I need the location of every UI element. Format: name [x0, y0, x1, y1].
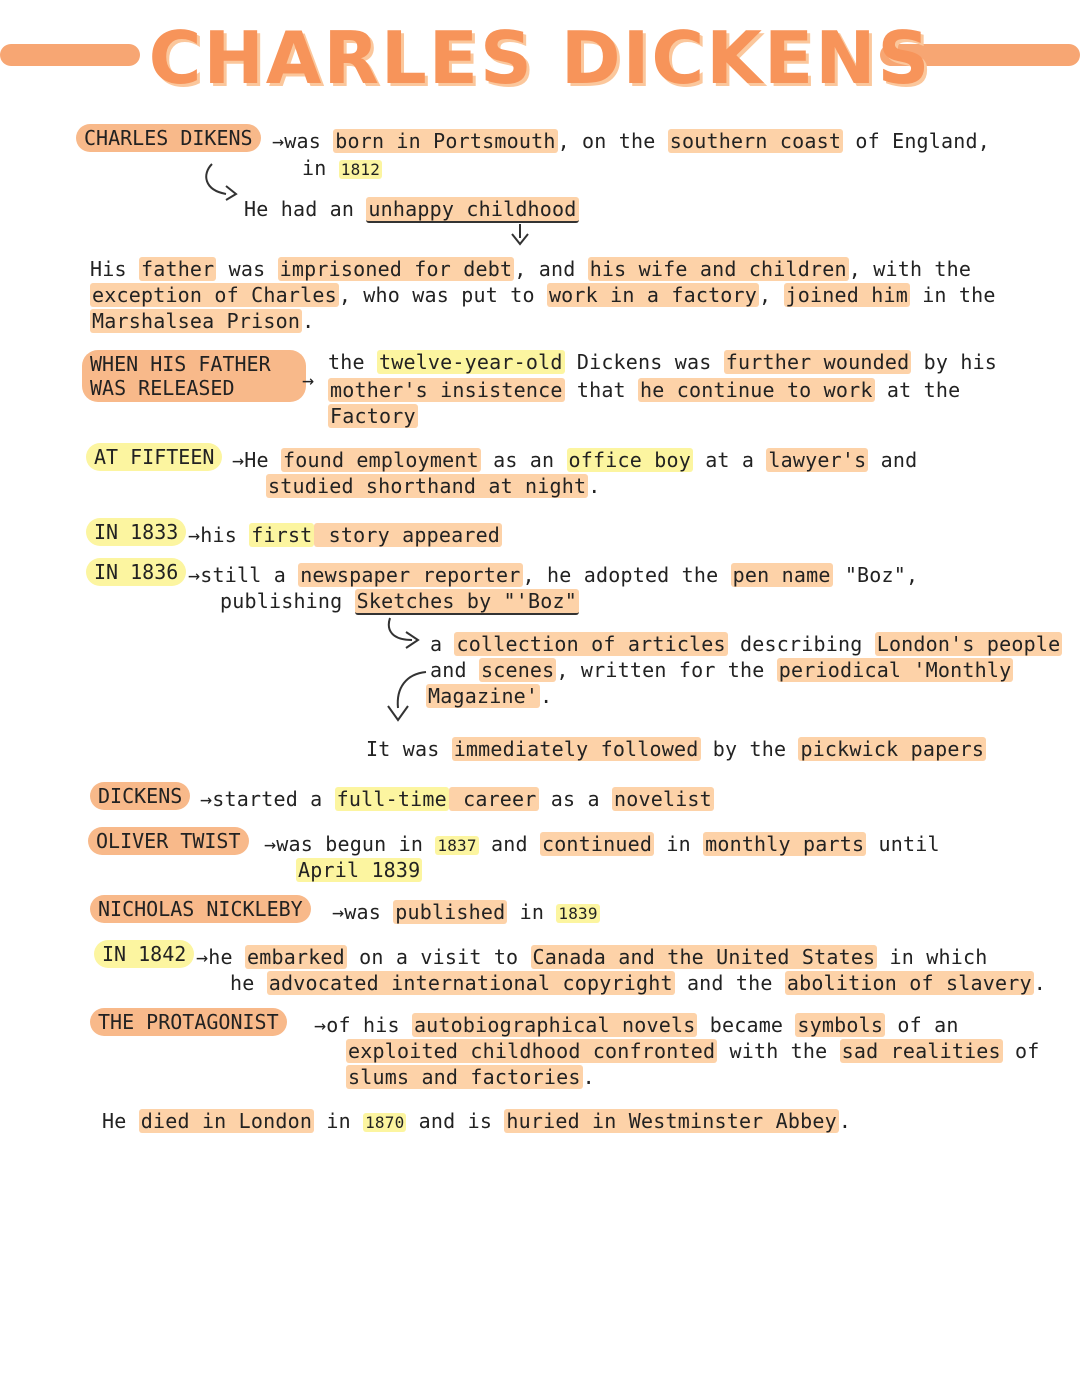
arrow-icon: →	[264, 832, 277, 856]
tag-in-1842: IN 1842	[94, 940, 194, 968]
sketches-line-3: Magazine' .	[428, 684, 553, 708]
arrow-icon: →	[232, 448, 245, 472]
page-title: CHARLES DICKENS	[148, 16, 932, 100]
1842-line-2: he advocated international copyright and the abolition of slavery .	[230, 971, 1046, 995]
tag-charles-dikens: CHARLES DIKENS	[76, 124, 261, 152]
sketches-line-1: a collection of articles describing London's people	[430, 632, 1061, 656]
protagonist-line-3: slums and factories .	[348, 1065, 595, 1089]
father-prison-line-3: Marshalsea Prison .	[92, 309, 315, 333]
father-prison-line-2: exception of Charles , who was put to work in a factory , joined him in the	[92, 283, 996, 307]
1836-line-2: publishing Sketches by "'Boz"	[220, 589, 577, 613]
released-line-2: mother's insistence that he continue to work at the	[330, 378, 961, 402]
section-career	[90, 783, 190, 809]
protagonist-line-1: →of his autobiographical novels became symbols of an	[314, 1013, 959, 1037]
arrow-icon: →	[314, 1013, 327, 1037]
section-birth	[76, 125, 261, 151]
down-arrow-icon	[508, 222, 532, 248]
pickwick-line: It was immediately followed by the pickwick papers	[366, 737, 985, 761]
1842-line-1: →he embarked on a visit to Canada and the United States in which	[196, 945, 988, 969]
tag-dickens: DICKENS	[90, 782, 190, 810]
curved-arrow-icon	[198, 160, 242, 206]
arrow-icon: →	[302, 368, 315, 392]
arrow-icon: →	[272, 129, 285, 153]
career-line: →started a full-time career as a novelist	[200, 787, 712, 811]
released-line-3: Factory	[330, 404, 416, 428]
tag-nicholas-nickleby: NICHOLAS NICKLEBY	[90, 895, 311, 923]
tag-the-protagonist: THE PROTAGONIST	[90, 1008, 287, 1036]
tag-oliver-twist: OLIVER TWIST	[88, 827, 249, 855]
birth-line-1: →was born in Portsmouth , on the southern coast of England,	[272, 129, 991, 153]
section-1842	[94, 941, 194, 967]
section-nickleby	[90, 896, 311, 922]
death-line: He died in London in 1870 and is huried in Westminster Abbey .	[102, 1109, 852, 1133]
fifteen-line-2: studied shorthand at night .	[268, 474, 601, 498]
birth-line-2: in 1812	[302, 156, 381, 180]
sketches-line-2: and scenes , written for the periodical 'Monthly	[430, 658, 1012, 682]
oliver-line-2: April 1839	[298, 858, 421, 882]
released-line-1: the twelve-year-old Dickens was further wounded by his	[328, 350, 998, 374]
section-fifteen	[86, 444, 222, 470]
section-1836	[86, 559, 186, 585]
father-prison-line-1: His father was imprisoned for debt , and his wife and children , with the	[90, 257, 972, 281]
birth-line-3: He had an unhappy childhood	[244, 197, 577, 221]
tag-when-father-released: WHEN HIS FATHER WAS RELEASED	[82, 350, 306, 402]
curved-arrow-icon	[382, 616, 428, 650]
arrow-icon: →	[332, 900, 345, 924]
1833-line: →his first story appeared	[188, 523, 501, 547]
curved-arrow-icon	[384, 668, 430, 724]
section-protagonist	[90, 1009, 287, 1035]
oliver-line-1: →was begun in 1837 and continued in monthly parts until	[264, 832, 940, 856]
1836-line-1: →still a newspaper reporter , he adopted the pen name "Boz",	[188, 563, 919, 587]
tag-at-fifteen: AT FIFTEEN	[86, 443, 222, 471]
tag-in-1836: IN 1836	[86, 558, 186, 586]
section-oliver-twist	[88, 828, 249, 854]
arrow-icon: →	[196, 945, 209, 969]
section-1833	[86, 519, 186, 545]
protagonist-line-2: exploited childhood confronted with the sad realities of	[348, 1039, 1040, 1063]
arrow-icon: →	[200, 787, 213, 811]
nickleby-line: →was published in 1839	[332, 900, 598, 924]
fifteen-line-1: →He found employment as an office boy at a lawyer's and	[232, 448, 918, 472]
arrow-icon: →	[188, 523, 201, 547]
tag-in-1833: IN 1833	[86, 518, 186, 546]
arrow-icon: →	[188, 563, 201, 587]
